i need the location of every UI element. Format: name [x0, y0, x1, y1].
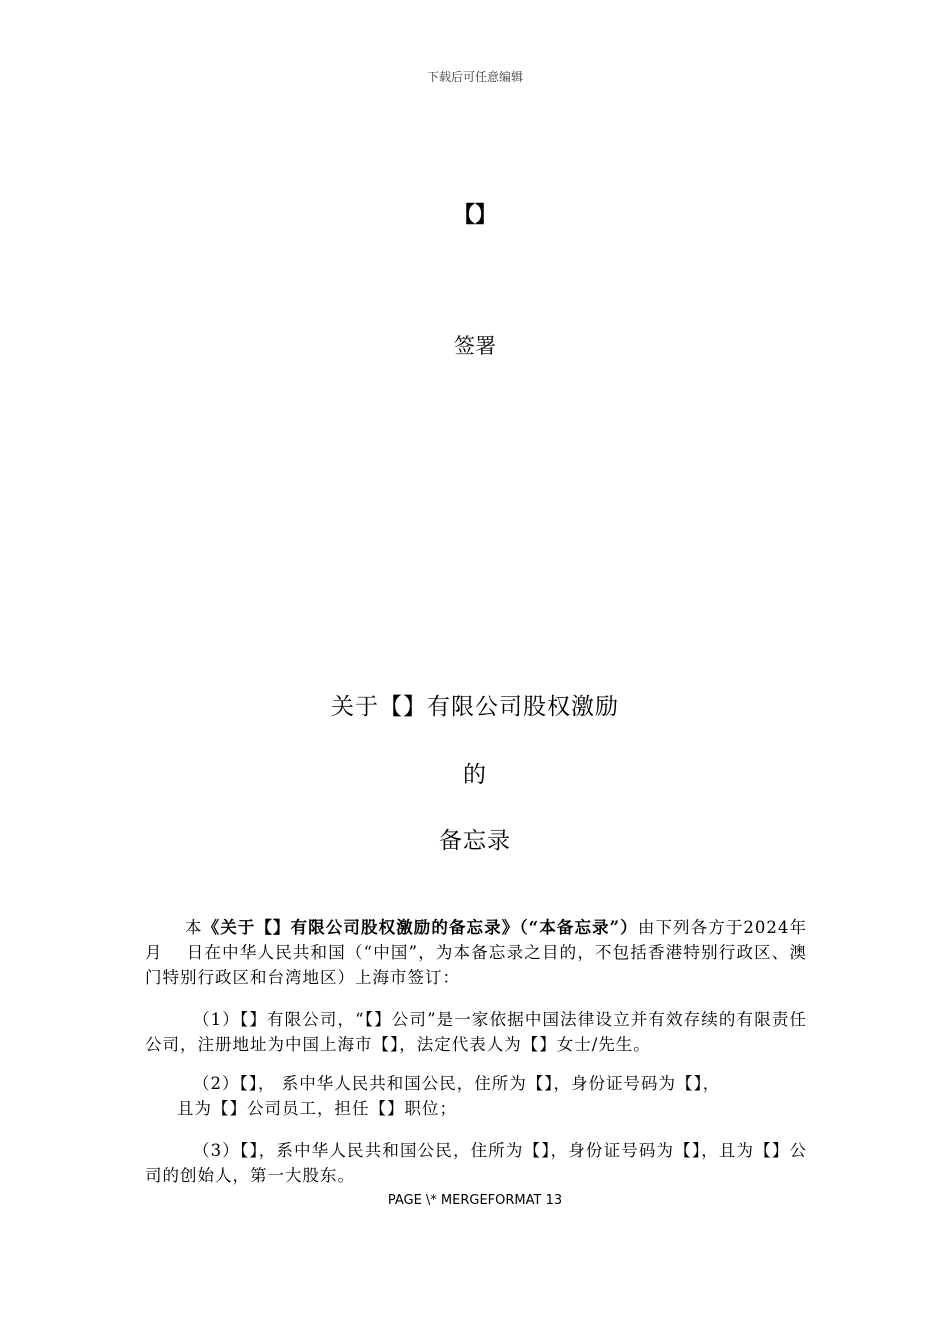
intro-prefix: 本: [185, 918, 203, 937]
party-1-paragraph: （1）【】有限公司，“【】公司”是一家依据中国法律设立并有效存续的有限责任公司，注册地址为中国上海市【】，法定代表人为【】女士/先生。: [145, 1010, 807, 1054]
document-title-line3: 备忘录: [439, 828, 511, 854]
document-title-line2: 的: [463, 762, 487, 788]
party-2-line2: 且为【】公司员工，担任【】职位；: [177, 1099, 457, 1118]
intro-paragraph: [145, 915, 831, 990]
sign-label: 签署: [454, 334, 496, 358]
header-note: 下载后可任意编辑: [426, 70, 523, 84]
intro-memo-name: 《关于【】有限公司股权激励的备忘录》（“本备忘录”）: [202, 918, 638, 937]
cover-bracket-title: 【】: [452, 202, 497, 228]
party-3-paragraph: （3）【】，系中华人民共和国公民，住所为【】，身份证号码为【】，且为【】公司的创始人，第一大股东。: [145, 1141, 807, 1185]
party-2-line1: （2）【】， 系中华人民共和国公民，住所为【】，身份证号码为【】，: [193, 1074, 721, 1093]
document-title-line1: 关于【】有限公司股权激励: [331, 694, 619, 720]
party-2-paragraph: [145, 1071, 807, 1121]
page-number-field: PAGE \* MERGEFORMAT 13: [387, 1193, 563, 1208]
intro-rest: 由下列各方于2024年 月 日在中华人民共和国（“中国”，为本备忘录之目的，不包括香港特别行政区、澳门特别行政区和台湾地区）上海市签订：: [145, 918, 831, 987]
